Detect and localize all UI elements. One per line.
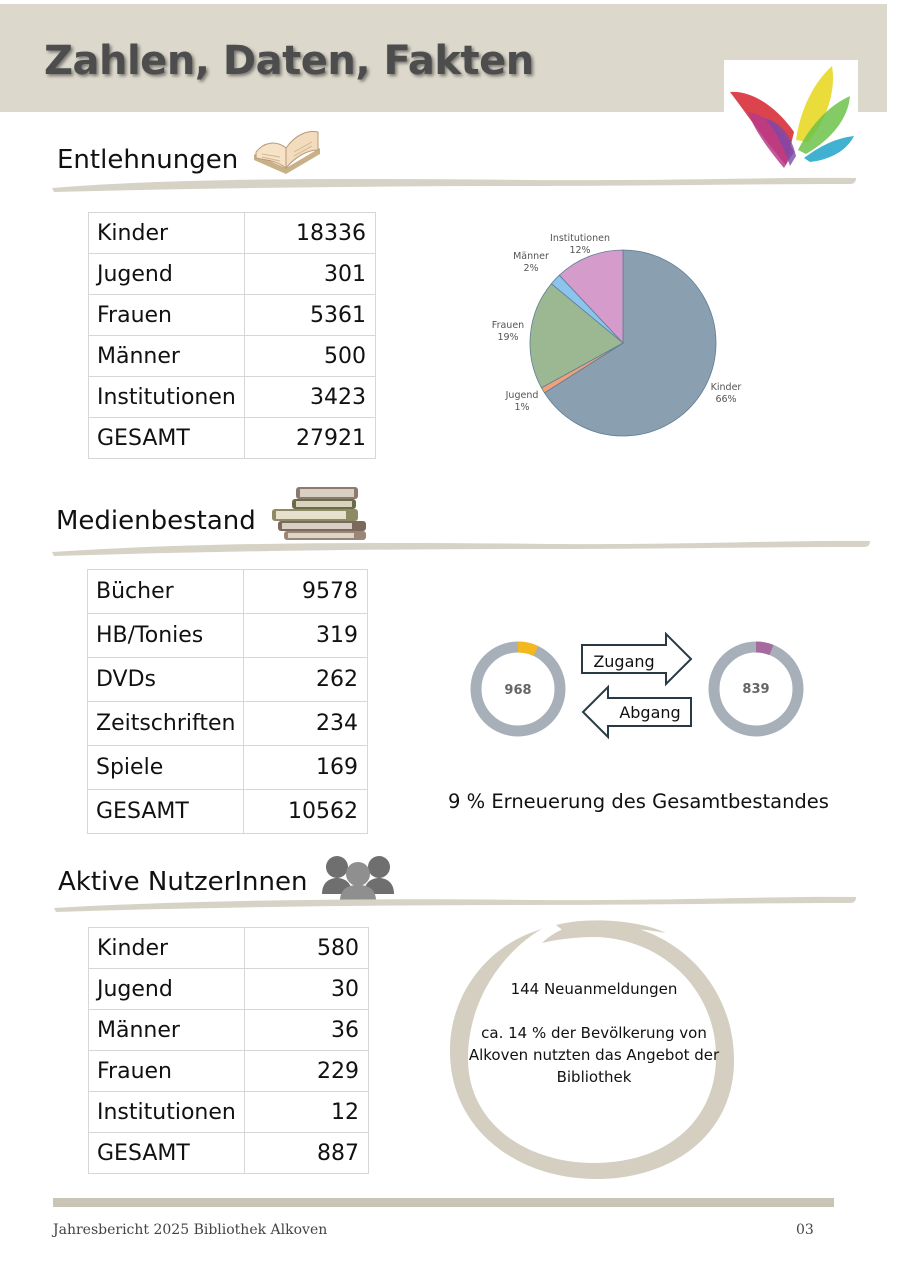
row-label: DVDs (88, 658, 244, 702)
table-row (89, 1133, 369, 1174)
row-value: 3423 (244, 377, 375, 418)
row-value: 887 (244, 1133, 368, 1174)
row-label: Jugend (89, 254, 245, 295)
row-value: 234 (244, 702, 368, 746)
pie-percent-label: 66% (715, 394, 737, 405)
table-row (89, 1010, 369, 1051)
pie-label: Institutionen (550, 233, 610, 244)
zugang-label: Zugang (593, 652, 655, 671)
row-value: 262 (244, 658, 368, 702)
section-title-entlehnungen: Entlehnungen (57, 145, 239, 175)
row-label: Spiele (88, 746, 244, 790)
table-row (88, 746, 368, 790)
row-label: Männer (89, 336, 245, 377)
zugang-arrow-right-icon (582, 634, 691, 684)
table-row (89, 928, 369, 969)
table-row (88, 570, 368, 614)
table-row (89, 969, 369, 1010)
row-label: Institutionen (89, 377, 245, 418)
open-book-icon (250, 124, 324, 176)
pie-label: Männer (513, 251, 549, 262)
pie-percent-label: 2% (523, 263, 539, 274)
zugang-abgang-graphic (470, 632, 810, 747)
pie-label: Kinder (710, 382, 742, 393)
pie-percent-label: 19% (497, 332, 519, 343)
table-row (89, 336, 376, 377)
table-row (89, 213, 376, 254)
row-label: Jugend (89, 969, 245, 1010)
zugang-donut (476, 647, 560, 731)
pie-label: Jugend (505, 390, 539, 401)
row-value: 30 (244, 969, 368, 1010)
abgang-donut-accent (756, 647, 771, 650)
abgang-label: Abgang (619, 703, 681, 722)
row-value: 10562 (244, 790, 368, 834)
pie-percent-label: 12% (569, 245, 591, 256)
row-label: Kinder (89, 928, 245, 969)
row-label: GESAMT (89, 418, 245, 459)
row-value: 169 (244, 746, 368, 790)
zugang-donut-accent (518, 647, 536, 651)
table-row (88, 702, 368, 746)
table-row (89, 1092, 369, 1133)
population-share-text: ca. 14 % der Bevölkerung von Alkoven nutzten das Angebot der Bibliothek (468, 1024, 720, 1086)
abgang-donut (714, 647, 798, 731)
nutzer-table (88, 927, 369, 1174)
pie-label: Frauen (491, 320, 525, 331)
table-row (89, 418, 376, 459)
section-divider-stroke (50, 534, 874, 558)
row-label: HB/Tonies (88, 614, 244, 658)
row-value: 500 (244, 336, 375, 377)
row-label: Kinder (89, 213, 245, 254)
library-logo-icon (724, 60, 858, 172)
footer-page-number: 03 (796, 1222, 814, 1238)
section-title-medienbestand: Medienbestand (56, 506, 256, 536)
row-label: Zeitschriften (88, 702, 244, 746)
row-value: 18336 (244, 213, 375, 254)
table-row (88, 614, 368, 658)
row-value: 319 (244, 614, 368, 658)
row-value: 12 (244, 1092, 368, 1133)
entlehnungen-table (88, 212, 376, 459)
row-value: 229 (244, 1051, 368, 1092)
row-value: 9578 (244, 570, 368, 614)
new-registrations-text: 144 Neuanmeldungen (510, 980, 678, 998)
row-label: Bücher (88, 570, 244, 614)
renewal-text: 9 % Erneuerung des Gesamtbestandes (448, 790, 829, 813)
row-label: Frauen (89, 295, 245, 336)
section-divider-stroke (50, 172, 860, 194)
row-label: Frauen (89, 1051, 245, 1092)
zugang-value: 968 (504, 683, 532, 698)
row-label: Männer (89, 1010, 245, 1051)
footer-report-title: Jahresbericht 2025 Bibliothek Alkoven (53, 1222, 328, 1238)
abgang-arrow-left-icon (583, 687, 691, 737)
section-title-nutzer: Aktive NutzerInnen (58, 867, 308, 897)
footer-rule (53, 1198, 834, 1207)
row-value: 580 (244, 928, 368, 969)
row-value: 301 (244, 254, 375, 295)
row-label: Institutionen (89, 1092, 245, 1133)
book-stack-icon (270, 485, 370, 541)
row-value: 36 (244, 1010, 368, 1051)
table-row (89, 1051, 369, 1092)
row-label: GESAMT (88, 790, 244, 834)
entlehnungen-pie-chart (490, 228, 750, 448)
abgang-value: 839 (742, 682, 770, 697)
page-title: Zahlen, Daten, Fakten (44, 38, 534, 84)
table-row (89, 254, 376, 295)
table-row (89, 295, 376, 336)
row-value: 5361 (244, 295, 375, 336)
table-row (88, 658, 368, 702)
pie-percent-label: 1% (514, 402, 530, 413)
table-row (88, 790, 368, 834)
medienbestand-table (87, 569, 368, 834)
row-label: GESAMT (89, 1133, 245, 1174)
section-divider-stroke (52, 892, 860, 914)
table-row (89, 377, 376, 418)
row-value: 27921 (244, 418, 375, 459)
